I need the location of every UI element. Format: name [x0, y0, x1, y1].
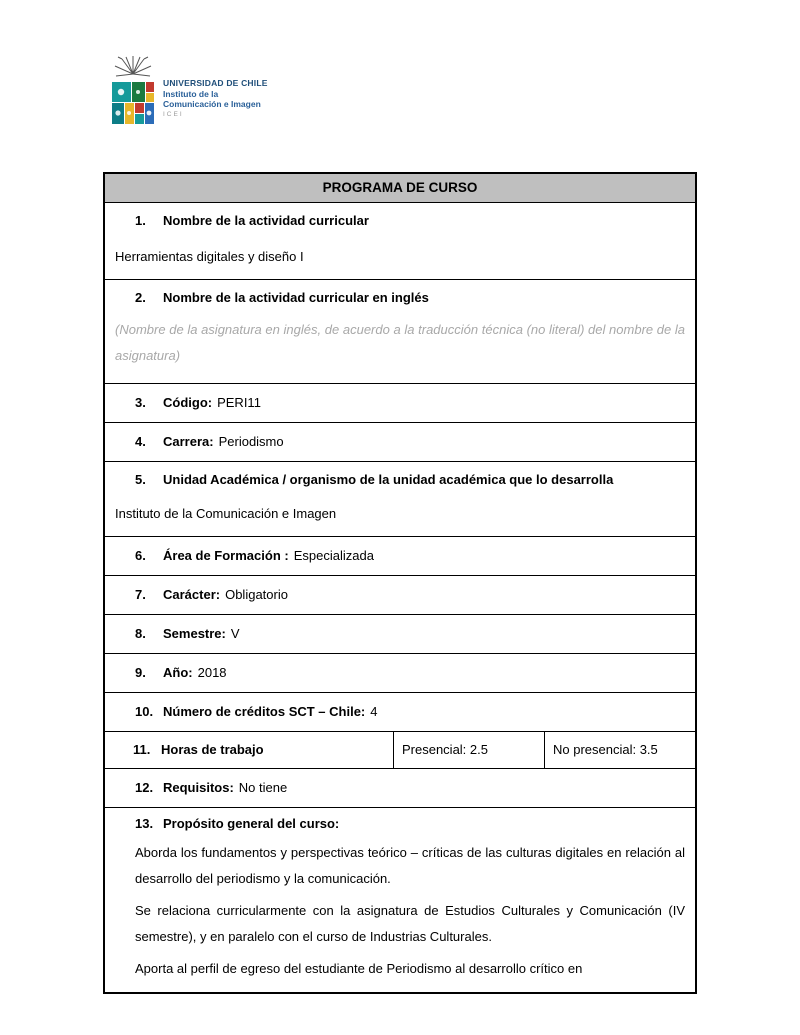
table-row-caracter	[105, 575, 695, 614]
cell-no-presencial: No presencial: 3.5	[544, 732, 695, 768]
row-title-line	[115, 470, 685, 490]
row-value: Periodismo	[218, 434, 284, 449]
table-row-semestre	[105, 614, 695, 653]
row-number: 11.	[133, 742, 151, 757]
table-row-area-formacion	[105, 536, 695, 575]
proposito-paragraph-3: Aporta al perfil de egreso del estudiante de Periodismo al desarrollo crítico en	[135, 961, 583, 976]
row-number: 2.	[135, 290, 146, 305]
row-note: (Nombre de la asignatura en inglés, de acuerdo a la traducción técnica (no literal) del nombre de la asignatura)	[115, 322, 685, 363]
row-title: Nombre de la actividad curricular	[163, 213, 369, 228]
row-value: No tiene	[238, 780, 288, 795]
row-label: Carácter:	[163, 587, 221, 602]
row-label: Requisitos:	[163, 780, 234, 795]
row-title: Propósito general del curso:	[163, 816, 340, 831]
course-program-table	[103, 172, 697, 994]
table-header: PROGRAMA DE CURSO	[105, 174, 695, 202]
cell-presencial: Presencial: 2.5	[393, 732, 544, 768]
row-label: Número de créditos SCT – Chile:	[163, 704, 366, 719]
row-value: Obligatorio	[225, 587, 288, 602]
row-number: 4.	[135, 434, 146, 449]
institute-name-line1: Instituto de la	[163, 88, 219, 99]
row-title: Nombre de la actividad curricular en inglés	[163, 290, 429, 305]
row-label: Año:	[163, 665, 193, 680]
row-value: 2018	[197, 665, 227, 680]
table-row-codigo	[105, 383, 695, 422]
row-label: Código:	[163, 395, 213, 410]
cell-horas-label	[105, 732, 393, 768]
row-value: 4	[370, 704, 378, 719]
row-number: 8.	[135, 626, 146, 641]
university-logo	[110, 54, 268, 128]
row-number: 9.	[135, 665, 146, 680]
table-row-horas-trabajo	[105, 731, 695, 768]
university-name: UNIVERSIDAD DE CHILE	[163, 78, 268, 88]
row-title: Unidad Académica / organismo de la unidad académica que lo desarrolla	[163, 472, 614, 487]
row-number: 1.	[135, 213, 146, 228]
row-label: Horas de trabajo	[161, 742, 264, 757]
table-row-proposito	[105, 807, 695, 992]
university-logo-text	[163, 78, 268, 119]
row-label: Carrera:	[163, 434, 214, 449]
table-row-ano	[105, 653, 695, 692]
table-row-creditos	[105, 692, 695, 731]
table-row-nombre-actividad	[105, 202, 695, 279]
row-content: Instituto de la Comunicación e Imagen	[115, 506, 337, 521]
table-row-carrera	[105, 422, 695, 461]
table-row-unidad-academica	[105, 461, 695, 536]
row-number: 5.	[135, 472, 146, 487]
row-number: 12.	[135, 780, 154, 795]
row-number: 7.	[135, 587, 146, 602]
proposito-paragraph-2: Se relaciona curricularmente con la asignatura de Estudios Culturales y Comunicación (IV semestre), y en paralelo con el curso de Industrias Culturales.	[135, 903, 685, 944]
row-title-line	[115, 211, 685, 231]
row-number: 6.	[135, 548, 146, 563]
row-number: 13.	[135, 816, 154, 831]
university-emblem-icon	[110, 54, 156, 128]
row-label: Semestre:	[163, 626, 226, 641]
row-number: 10.	[135, 704, 154, 719]
table-row-nombre-ingles	[105, 279, 695, 383]
row-title-line	[115, 814, 685, 834]
row-title-line	[115, 288, 685, 308]
row-content: Herramientas digitales y diseño I	[115, 249, 304, 264]
table-row-requisitos	[105, 768, 695, 807]
row-value: V	[230, 626, 240, 641]
row-value: PERI11	[217, 395, 261, 410]
institute-name-line2: Comunicación e Imagen	[163, 99, 261, 110]
institute-acronym: ICEI	[163, 110, 184, 118]
row-value: Especializada	[293, 548, 374, 563]
row-number: 3.	[135, 395, 146, 410]
row-label: Área de Formación :	[163, 548, 289, 563]
proposito-paragraph-1: Aborda los fundamentos y perspectivas teórico – críticas de las culturas digitales en relación al desarrollo del periodismo y la comunicación.	[135, 845, 685, 886]
